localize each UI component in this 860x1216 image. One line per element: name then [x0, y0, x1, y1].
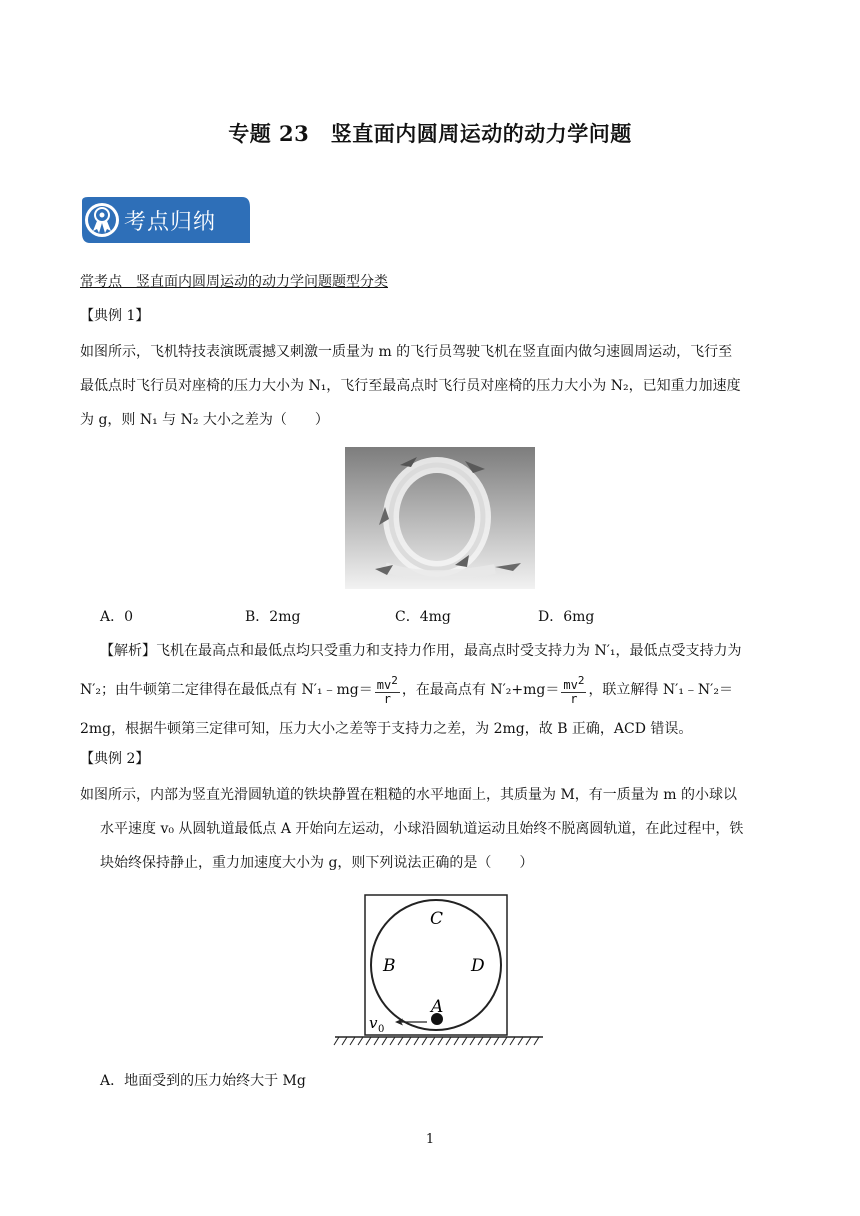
label-c: C [430, 909, 444, 929]
analysis-formula-line [80, 674, 733, 706]
analysis-line: 2mg，根据牛顿第三定律可知，压力大小之差等于支持力之差，为 2mg，故 B 正确，ACD 错误。 [80, 721, 693, 737]
example1-question-line: 最低点时飞行员对座椅的压力大小为 N₁，飞行至最高点时飞行员对座椅的压力大小为 N₂，已知重力加速度 [80, 378, 741, 394]
frac-v: v [384, 678, 392, 692]
frac-den: r [375, 692, 400, 706]
frac-v: v [570, 678, 578, 692]
frac-m: m [376, 678, 385, 692]
option-c: C．4mg [395, 609, 451, 625]
fraction [375, 674, 400, 706]
option-b: B．2mg [245, 609, 301, 625]
section-badge [80, 197, 250, 243]
example1-question-line: 为 g，则 N₁ 与 N₂ 大小之差为（ ） [80, 412, 329, 428]
label-b: B [383, 956, 396, 976]
analysis-text: ，联立解得 N′₁﹣N′₂＝ [588, 682, 733, 698]
example2-question-line: 如图所示，内部为竖直光滑圆轨道的铁块静置在粗糙的水平地面上，其质量为 M，有一质量为 m 的小球以 [80, 787, 737, 803]
analysis-line: 【解析】飞机在最高点和最低点均只受重力和支持力作用，最高点时受支持力为 N′₁，最低点受支持力为 [100, 643, 742, 659]
example2-option-a: A．地面受到的压力始终大于 Mg [100, 1073, 306, 1089]
example1-label: 【典例 1】 [80, 308, 150, 324]
label-v-sub: 0 [378, 1024, 385, 1035]
example1-question-line: 如图所示，飞机特技表演既震撼又刺激一质量为 m 的飞行员驾驶飞机在竖直面内做匀速圆周运动，飞行至 [80, 344, 733, 360]
circular-track-diagram [333, 893, 545, 1049]
frac-exp: 2 [391, 674, 398, 687]
badge-label: 考点归纳 [124, 210, 217, 235]
frac-m: m [563, 678, 571, 692]
example2-question-line: 水平速度 v₀ 从圆轨道最低点 A 开始向左运动，小球沿圆轨道运动且始终不脱离圆轨道，在此过程中，铁 [100, 821, 744, 837]
airplane-loop-photo [345, 447, 535, 589]
label-a: A [431, 997, 444, 1017]
option-a: A．0 [100, 609, 134, 625]
label-v: v [369, 1014, 378, 1032]
fraction [561, 674, 586, 706]
label-d: D [471, 956, 485, 976]
page-title: 专题 23 竖直面内圆周运动的动力学问题 [228, 121, 632, 146]
analysis-text: N′₂；由牛顿第二定律得在最低点有 N′₁﹣mg＝ [80, 682, 373, 698]
analysis-text: ，在最高点有 N′₂+mg＝ [401, 682, 560, 698]
frac-den: r [561, 692, 586, 706]
frac-exp: 2 [577, 674, 585, 687]
example2-question-line: 块始终保持静止，重力加速度大小为 g，则下列说法正确的是（ ） [100, 855, 534, 871]
example2-label: 【典例 2】 [80, 751, 150, 767]
page-number: 1 [425, 1132, 435, 1147]
section-heading: 常考点 竖直面内圆周运动的动力学问题题型分类 [80, 274, 388, 290]
option-d: D．6mg [538, 609, 595, 625]
